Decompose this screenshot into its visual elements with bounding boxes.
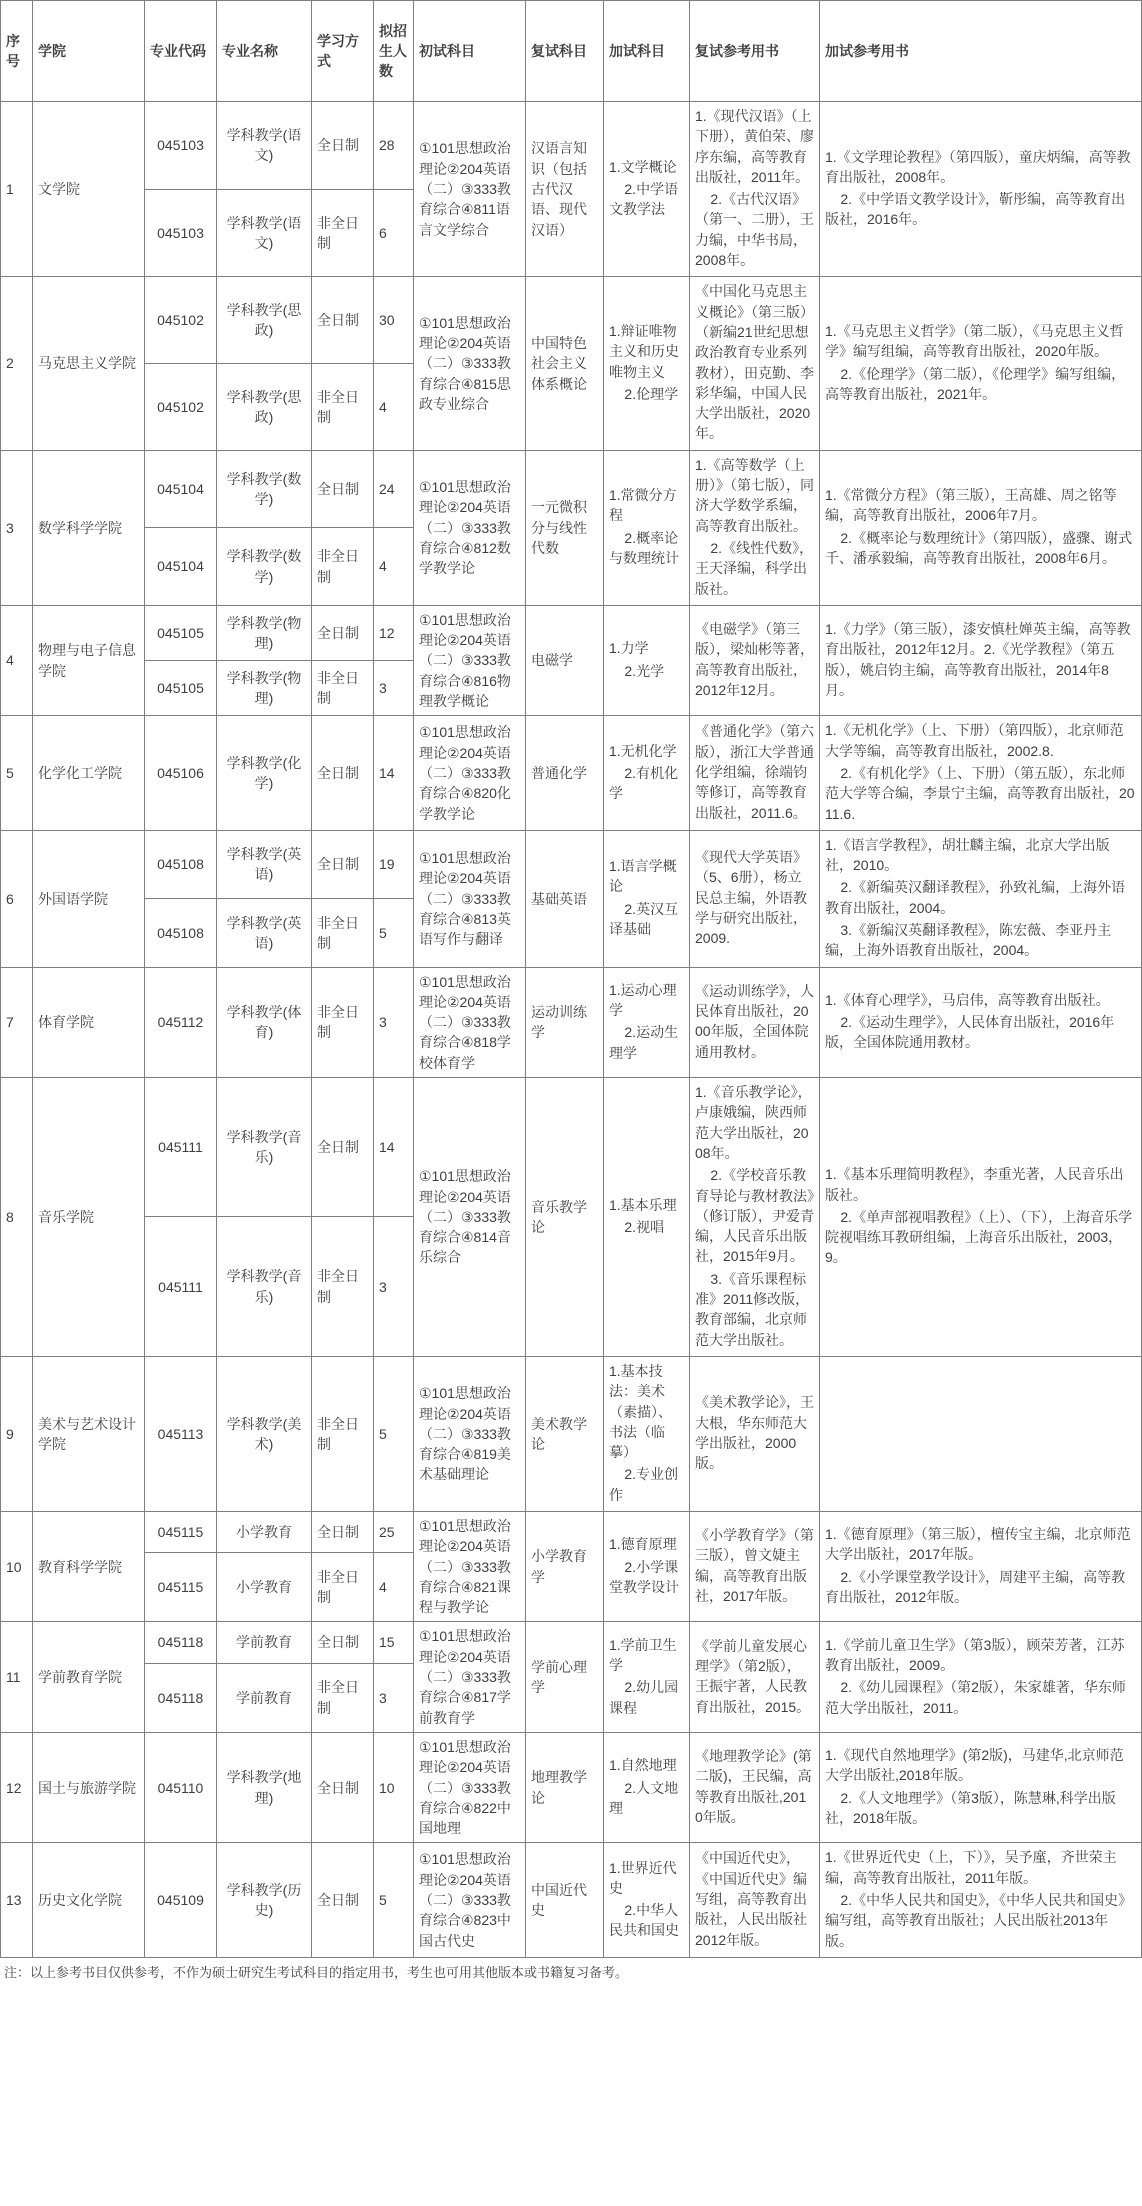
college-cell: 化学化工学院 [33,716,145,830]
initial-exam-cell: ①101思想政治理论②204英语（二）③333教育综合④818学校体育学 [414,967,526,1077]
enrollment-cell: 10 [374,1732,414,1842]
initial-exam-cell: ①101思想政治理论②204英语（二）③333教育综合④820化学教学论 [414,716,526,830]
major-name-cell: 学前教育 [217,1663,312,1732]
row-number-cell: 1 [1,102,33,277]
additional-subject-cell-item: 1.文学概论 [609,158,677,175]
header-row [1,1,1142,102]
additional-subject-cell-item: 1.学前卫生学 [609,1636,677,1673]
study-mode-cell: 非全日制 [312,1217,374,1356]
header-additional-subject: 加试科目 [604,1,690,102]
retest-subject-cell: 学前心理学 [526,1622,604,1732]
enrollment-cell: 3 [374,967,414,1077]
retest-books-cell-item: 1.《音乐教学论》，卢康娥编，陕西师范大学出版社，2008年。 [695,1084,812,1161]
additional-subject-cell [604,450,690,605]
major-code-cell: 045108 [145,899,217,967]
major-name-cell: 学科教学(音乐) [217,1217,312,1356]
row-number-cell: 3 [1,450,33,605]
enrollment-cell: 30 [374,277,414,364]
retest-books-cell [690,967,820,1077]
additional-subject-cell-item: 1.自然地理 [609,1757,677,1774]
retest-books-cell [690,1732,820,1842]
table-row [1,450,1142,528]
retest-books-cell-item: 《地理教学论》(第二版)，王民编，高等教育出版社,2010年版。 [695,1748,812,1825]
major-code-cell: 045102 [145,277,217,364]
additional-subject-cell-item: 1.力学 [609,640,649,657]
major-code-cell: 045103 [145,189,217,277]
initial-exam-cell: ①101思想政治理论②204英语（二）③333教育综合④821课程与教学论 [414,1512,526,1622]
additional-books-cell-item: 2.《运动生理学》，人民体育出版社，2016年版，全国体院通用教材。 [825,1014,1115,1051]
additional-books-cell [820,716,1142,830]
retest-books-cell-item: 《普通化学》（第六版），浙江大学普通化学组编，徐端钧等修订，高等教育出版社，2011.6。 [695,723,814,821]
additional-subject-cell [604,1622,690,1732]
major-name-cell: 学科教学(数学) [217,450,312,528]
major-code-cell: 045105 [145,661,217,716]
college-cell: 教育科学学院 [33,1512,145,1622]
retest-subject-cell: 电磁学 [526,605,604,715]
major-code-cell: 045108 [145,830,217,898]
study-mode-cell: 全日制 [312,605,374,660]
study-mode-cell: 非全日制 [312,189,374,277]
major-name-cell: 小学教育 [217,1553,312,1622]
college-cell: 外国语学院 [33,830,145,967]
additional-books-cell-item: 2.《伦理学》（第二版），《伦理学》编写组编，高等教育出版社，2021年。 [825,365,1126,402]
retest-books-cell [690,277,820,450]
enrollment-cell: 5 [374,1843,414,1957]
additional-subject-cell [604,830,690,967]
additional-books-cell [820,1356,1142,1511]
additional-books-cell-item: 1.《常微分方程》（第三版），王高雄、周之铭等编，高等教育出版社，2006年7月。 [825,487,1117,524]
additional-subject-cell-item: 2.运动生理学 [609,1024,679,1061]
study-mode-cell: 非全日制 [312,661,374,716]
additional-books-cell-item: 2.《中华人民共和国史》，《中华人民共和国史》编写组，高等教育出版社；人民出版社2013年版。 [825,1892,1133,1949]
retest-books-cell [690,1843,820,1957]
additional-subject-cell [604,605,690,715]
retest-books-cell [690,716,820,830]
additional-subject-cell [604,102,690,277]
additional-books-cell-item: 2.《人文地理学》（第3版），陈慧琳,科学出版社，2018年版。 [825,1789,1116,1826]
study-mode-cell: 非全日制 [312,967,374,1077]
study-mode-cell: 非全日制 [312,1663,374,1732]
study-mode-cell: 全日制 [312,1078,374,1217]
major-name-cell: 学科教学(物理) [217,605,312,660]
enrollment-cell: 14 [374,1078,414,1217]
additional-books-cell [820,277,1142,450]
retest-books-cell-item: 《中国化马克思主义概论》（第三版）（新编21世纪思想政治教育专业系列教材），田克勤、李彩华编，中国人民大学出版社，2020年。 [695,283,814,442]
additional-subject-cell-item: 2.小学课堂教学设计 [609,1558,679,1595]
additional-books-cell [820,1732,1142,1842]
row-number-cell: 13 [1,1843,33,1957]
table-row [1,277,1142,364]
additional-subject-cell-item: 2.幼儿园课程 [609,1679,679,1716]
additional-subject-cell [604,716,690,830]
retest-books-cell [690,102,820,277]
major-name-cell: 学科教学(历史) [217,1843,312,1957]
retest-subject-cell: 汉语言知识（包括古代汉语、现代汉语） [526,102,604,277]
retest-books-cell-item: 1.《高等数学（上册）》（第七版），同济大学数学系编，高等教育出版社。 [695,456,814,534]
header-retest-subject: 复试科目 [526,1,604,102]
retest-subject-cell: 基础英语 [526,830,604,967]
additional-books-cell-item: 1.《文学理论教程》（第四版），童庆炳编，高等教育出版社，2008年。 [825,148,1131,185]
study-mode-cell: 全日制 [312,1732,374,1842]
retest-books-cell-item: 《美术教学论》，王大根，华东师范大学出版社，2000版。 [695,1394,814,1472]
study-mode-cell: 非全日制 [312,1356,374,1511]
retest-books-cell [690,830,820,967]
admissions-table-body [1,102,1142,1958]
row-number-cell: 11 [1,1622,33,1732]
additional-books-cell-item: 2.《幼儿园课程》（第2版），朱家雄著，华东师范大学出版社，2011。 [825,1679,1126,1716]
retest-subject-cell: 一元微积分与线性代数 [526,450,604,605]
additional-books-cell-item: 3.《新编汉英翻译教程》，陈宏薇、李亚丹主编，上海外语教育出版社，2004。 [825,921,1112,959]
additional-subject-cell-item: 1.世界近代史 [609,1859,677,1896]
additional-subject-cell-item: 1.基本乐理 [609,1196,677,1213]
study-mode-cell: 全日制 [312,450,374,528]
retest-books-cell-item: 2.《古代汉语》（第一、二册），王力编，中华书局，2008年。 [695,191,814,269]
major-code-cell: 045102 [145,364,217,451]
retest-books-cell-item: 《现代大学英语》（5、6册），杨立民总主编，外语教学与研究出版社，2009. [695,848,807,947]
study-mode-cell: 非全日制 [312,364,374,451]
additional-books-cell [820,967,1142,1077]
additional-books-cell-item: 1.《学前儿童卫生学》（第3版），顾荣芳著，江苏教育出版社，2009。 [825,1636,1125,1673]
additional-books-cell-item: 1.《体育心理学》，马启伟，高等教育出版社。 [825,991,1110,1008]
header-major-code: 专业代码 [145,1,217,102]
major-name-cell: 学科教学(思政) [217,364,312,451]
row-number-cell: 6 [1,830,33,967]
major-code-cell: 045103 [145,102,217,190]
additional-subject-cell-item: 1.辩证唯物主义和历史唯物主义 [609,322,679,380]
study-mode-cell: 全日制 [312,1843,374,1957]
enrollment-cell: 28 [374,102,414,190]
additional-subject-cell-item: 1.基本技法：美术（素描）、书法（临摹） [609,1362,672,1461]
college-cell: 物理与电子信息学院 [33,605,145,715]
additional-subject-cell-item: 2.概率论与数理统计 [609,529,679,567]
additional-books-cell [820,450,1142,605]
row-number-cell: 12 [1,1732,33,1842]
additional-books-cell-item: 1.《德育原理》（第三版），檀传宝主编，北京师范大学出版社，2017年版。 [825,1526,1131,1563]
additional-subject-cell-item: 2.中华人民共和国史 [609,1902,679,1939]
retest-books-cell-item: 3.《音乐课程标准》2011修改版，教育部编，北京师范大学出版社。 [695,1270,810,1348]
header-no: 序号 [1,1,33,102]
additional-books-cell-item: 1.《无机化学》（上、下册）（第四版），北京师范大学等编，高等教育出版社，2002.8. [825,722,1124,759]
table-row [1,830,1142,898]
enrollment-cell: 5 [374,899,414,967]
additional-subject-cell-item: 1.无机化学 [609,742,677,759]
major-code-cell: 045105 [145,605,217,660]
major-name-cell: 学科教学(体育) [217,967,312,1077]
major-code-cell: 045109 [145,1843,217,1957]
additional-books-cell [820,830,1142,967]
row-number-cell: 10 [1,1512,33,1622]
enrollment-cell: 3 [374,1663,414,1732]
retest-books-cell [690,1512,820,1622]
major-name-cell: 学科教学(思政) [217,277,312,364]
additional-subject-cell-item: 1.德育原理 [609,1536,677,1553]
additional-books-cell-item: 1.《力学》（第三版），漆安慎杜婵英主编，高等教育出版社，2012年12月。2.《光学教程》（第五版），姚启钧主编，高等教育出版社，2014年8月。 [825,620,1131,698]
table-row [1,1512,1142,1553]
initial-exam-cell: ①101思想政治理论②204英语（二）③333教育综合④822中国地理 [414,1732,526,1842]
additional-books-cell [820,102,1142,277]
additional-books-cell-item: 1.《马克思主义哲学》（第二版），《马克思主义哲学》编写组编，高等教育出版社，2020年版。 [825,322,1124,360]
major-name-cell: 学科教学(美术) [217,1356,312,1511]
additional-subject-cell-item: 2.有机化学 [609,764,679,802]
additional-subject-cell [604,967,690,1077]
major-name-cell: 学科教学(英语) [217,830,312,898]
additional-subject-cell-item: 2.光学 [624,662,665,679]
major-code-cell: 045111 [145,1217,217,1356]
additional-subject-cell-item: 2.中学语文教学法 [609,181,679,218]
major-code-cell: 045115 [145,1553,217,1622]
study-mode-cell: 非全日制 [312,899,374,967]
enrollment-cell: 19 [374,830,414,898]
additional-books-cell [820,1078,1142,1357]
additional-subject-cell-item: 2.人文地理 [609,1779,679,1816]
major-code-cell: 045104 [145,528,217,606]
major-code-cell: 045118 [145,1663,217,1732]
major-code-cell: 045112 [145,967,217,1077]
retest-books-cell-item: 2.《学校音乐教育导论与教材教法》（修订版），尹爱青编，人民音乐出版社，2015年9月。 [695,1167,814,1265]
major-code-cell: 045104 [145,450,217,528]
additional-books-cell [820,605,1142,715]
additional-books-cell [820,1512,1142,1622]
retest-books-cell [690,450,820,605]
enrollment-cell: 14 [374,716,414,830]
study-mode-cell: 全日制 [312,102,374,190]
enrollment-cell: 12 [374,605,414,660]
major-code-cell: 045118 [145,1622,217,1663]
table-row [1,967,1142,1077]
major-name-cell: 学科教学(语文) [217,189,312,277]
header-additional-books: 加试参考用书 [820,1,1142,102]
retest-books-cell-item: 2.《线性代数》，王天泽编，科学出版社。 [695,539,814,597]
retest-books-cell-item: 《学前儿童发展心理学》（第2版），王振宇著，人民教育出版社，2015。 [695,1637,811,1715]
initial-exam-cell: ①101思想政治理论②204英语（二）③333教育综合④816物理教学概论 [414,605,526,715]
retest-subject-cell: 运动训练学 [526,967,604,1077]
enrollment-cell: 4 [374,528,414,606]
college-cell: 马克思主义学院 [33,277,145,450]
retest-books-cell-item: 《中国近代史》，《中国近代史》编写组，高等教育出版社，人民出版社2012年版。 [695,1850,807,1948]
initial-exam-cell: ①101思想政治理论②204英语（二）③333教育综合④823中国古代史 [414,1843,526,1957]
retest-books-cell [690,1356,820,1511]
retest-subject-cell: 美术教学论 [526,1356,604,1511]
additional-books-cell-item: 2.《概率论与数理统计》（第四版），盛骤、谢式千、潘承毅编，高等教育出版社，2008年6月。 [825,529,1133,567]
footnote: 注：以上参考书目仅供参考，不作为硕士研究生考试科目的指定用书，考生也可用其他版本或书籍复习备考。 [4,1964,629,1980]
additional-books-cell [820,1843,1142,1957]
additional-subject-cell [604,1356,690,1511]
initial-exam-cell: ①101思想政治理论②204英语（二）③333教育综合④812数学教学论 [414,450,526,605]
table-row [1,605,1142,660]
additional-subject-cell-item: 1.运动心理学 [609,981,677,1019]
header-retest-books: 复试参考用书 [690,1,820,102]
retest-subject-cell: 音乐教学论 [526,1078,604,1357]
retest-subject-cell: 小学教育学 [526,1512,604,1622]
study-mode-cell: 全日制 [312,1512,374,1553]
retest-subject-cell: 中国特色社会主义体系概论 [526,277,604,450]
enrollment-cell: 6 [374,189,414,277]
retest-books-cell [690,605,820,715]
initial-exam-cell: ①101思想政治理论②204英语（二）③333教育综合④813英语写作与翻译 [414,830,526,967]
college-cell: 美术与艺术设计学院 [33,1356,145,1511]
college-cell: 学前教育学院 [33,1622,145,1732]
additional-subject-cell-item: 2.英汉互译基础 [609,900,679,937]
enrollment-cell: 24 [374,450,414,528]
row-number-cell: 8 [1,1078,33,1357]
study-mode-cell: 非全日制 [312,528,374,606]
study-mode-cell: 全日制 [312,830,374,898]
college-cell: 国土与旅游学院 [33,1732,145,1842]
additional-subject-cell-item: 2.专业创作 [609,1466,679,1503]
enrollment-cell: 4 [374,1553,414,1622]
retest-books-cell [690,1622,820,1732]
table-row [1,1622,1142,1663]
header-college: 学院 [33,1,145,102]
initial-exam-cell: ①101思想政治理论②204英语（二）③333教育综合④819美术基础理论 [414,1356,526,1511]
additional-subject-cell-item: 1.常微分方程 [609,487,677,524]
additional-books-cell-item: 2.《小学课堂教学设计》，周建平主编，高等教育出版社，2012年版。 [825,1568,1126,1606]
major-name-cell: 学前教育 [217,1622,312,1663]
college-cell: 数学科学学院 [33,450,145,605]
major-name-cell: 学科教学(音乐) [217,1078,312,1217]
retest-books-cell-item: 《运动训练学》，人民体育出版社，2000年版，全国体院通用教材。 [695,982,814,1060]
additional-books-cell-item: 2.《单声部视唱教程》（上）、（下），上海音乐学院视唱练耳教研组编，上海音乐出版社，2003，9。 [825,1208,1133,1266]
retest-books-cell-item: 1.《现代汉语》（上下册），黄伯荣、廖序东编，高等教育出版社，2011年。 [695,108,814,185]
row-number-cell: 2 [1,277,33,450]
college-cell: 历史文化学院 [33,1843,145,1957]
additional-books-cell-item: 2.《有机化学》（上、下册）（第五版），东北师范大学等合编，李景宁主编，高等教育出版社，2011.6. [825,764,1135,822]
enrollment-cell: 25 [374,1512,414,1553]
additional-subject-cell [604,277,690,450]
additional-subject-cell [604,1512,690,1622]
table-row [1,1732,1142,1842]
college-cell: 音乐学院 [33,1078,145,1357]
additional-subject-cell-item: 1.语言学概论 [609,858,677,895]
additional-books-cell-item: 1.《基本乐理简明教程》，李重光著，人民音乐出版社。 [825,1166,1124,1203]
enrollment-cell: 3 [374,661,414,716]
additional-subject-cell [604,1078,690,1357]
major-name-cell: 小学教育 [217,1512,312,1553]
major-code-cell: 045106 [145,716,217,830]
retest-subject-cell: 地理教学论 [526,1732,604,1842]
study-mode-cell: 非全日制 [312,1553,374,1622]
additional-books-cell-item: 2.《中学语文教学设计》，靳彤编，高等教育出版社，2016年。 [825,191,1126,228]
table-row [1,102,1142,190]
enrollment-cell: 4 [374,364,414,451]
retest-books-cell-item: 《小学教育学》（第三版），曾文婕主编，高等教育出版社，2017年版。 [695,1527,814,1605]
additional-books-cell-item: 1.《世界近代史（上，下）》，吴予廑，齐世荣主编，高等教育出版社，2011年版。 [825,1849,1117,1886]
row-number-cell: 9 [1,1356,33,1511]
table-row [1,1356,1142,1511]
major-name-cell: 学科教学(物理) [217,661,312,716]
additional-subject-cell-item: 2.视唱 [624,1218,665,1235]
retest-subject-cell: 普通化学 [526,716,604,830]
additional-subject-cell [604,1843,690,1957]
major-code-cell: 045111 [145,1078,217,1217]
row-number-cell: 7 [1,967,33,1077]
major-name-cell: 学科教学(化学) [217,716,312,830]
table-row [1,716,1142,830]
major-name-cell: 学科教学(地理) [217,1732,312,1842]
major-name-cell: 学科教学(语文) [217,102,312,190]
retest-books-cell [690,1078,820,1357]
additional-subject-cell-item: 2.伦理学 [624,385,679,402]
major-code-cell: 045115 [145,1512,217,1553]
enrollment-cell: 15 [374,1622,414,1663]
retest-subject-cell: 中国近代史 [526,1843,604,1957]
major-code-cell: 045110 [145,1732,217,1842]
additional-books-cell [820,1622,1142,1732]
initial-exam-cell: ①101思想政治理论②204英语（二）③333教育综合④815思政专业综合 [414,277,526,450]
additional-books-cell-item: 1.《语言学教程》，胡壮麟主编，北京大学出版社，2010。 [825,836,1110,874]
study-mode-cell: 全日制 [312,277,374,364]
initial-exam-cell: ①101思想政治理论②204英语（二）③333教育综合④814音乐综合 [414,1078,526,1357]
header-study-mode: 学习方式 [312,1,374,102]
additional-books-cell-item: 1.《现代自然地理学》(第2版)，马建华,北京师范大学出版社,2018年版。 [825,1747,1124,1784]
retest-books-cell-item: 《电磁学》（第三版），梁灿彬等著，高等教育出版社，2012年12月。 [695,620,814,698]
table-row [1,1843,1142,1957]
enrollment-cell: 5 [374,1356,414,1511]
enrollment-cell: 3 [374,1217,414,1356]
header-initial-exam: 初试科目 [414,1,526,102]
major-name-cell: 学科教学(英语) [217,899,312,967]
header-enrollment: 拟招生人数 [374,1,414,102]
college-cell: 文学院 [33,102,145,277]
college-cell: 体育学院 [33,967,145,1077]
study-mode-cell: 全日制 [312,716,374,830]
study-mode-cell: 全日制 [312,1622,374,1663]
additional-subject-cell [604,1732,690,1842]
table-row [1,1078,1142,1217]
initial-exam-cell: ①101思想政治理论②204英语（二）③333教育综合④817学前教育学 [414,1622,526,1732]
row-number-cell: 5 [1,716,33,830]
additional-books-cell-item: 2.《新编英汉翻译教程》，孙致礼编，上海外语教育出版社，2004。 [825,879,1126,916]
major-code-cell: 045113 [145,1356,217,1511]
major-name-cell: 学科教学(数学) [217,528,312,606]
initial-exam-cell: ①101思想政治理论②204英语（二）③333教育综合④811语言文学综合 [414,102,526,277]
header-major-name: 专业名称 [217,1,312,102]
row-number-cell: 4 [1,605,33,715]
